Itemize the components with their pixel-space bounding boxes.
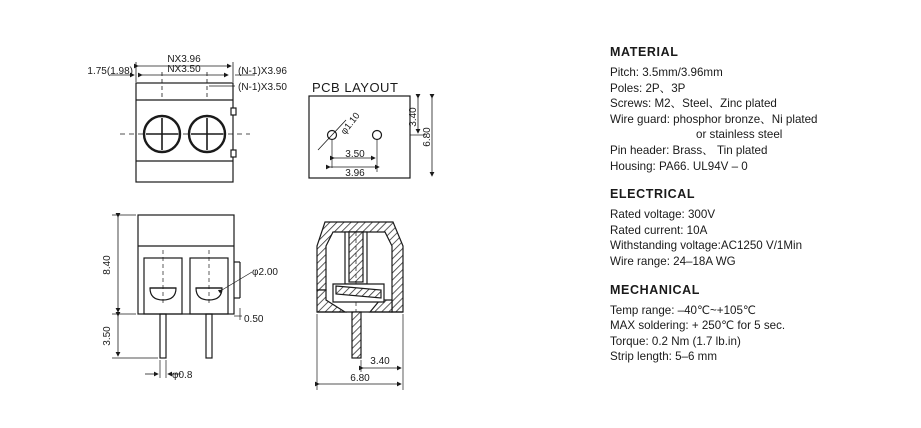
side-section-view: [317, 222, 403, 390]
front-dim-050: 0.50: [244, 314, 264, 325]
spec-line: Withstanding voltage:AC1250 V/1Min: [610, 239, 803, 253]
dim-right-1: (N-1)X3.96: [238, 66, 287, 77]
spec-line: Wire guard: phosphor bronze、Ni plated: [610, 112, 818, 126]
front-pin-dia: φ0.8: [172, 370, 193, 381]
pcb-dim-340: 3.40: [408, 107, 419, 127]
spec-line: Torque: 0.2 Nm (1.7 lb.in): [610, 334, 741, 348]
front-view: [112, 215, 252, 378]
spec-line: MAX soldering: + 250℃ for 5 sec.: [610, 319, 786, 333]
pcb-dim-396: 3.96: [345, 168, 365, 179]
spec-line: Pitch: 3.5mm/3.96mm: [610, 66, 723, 79]
pcb-hole-dia: φ1.10: [338, 110, 363, 137]
spec-line: Pin header: Brass、 Tin plated: [610, 143, 768, 157]
front-wire-dia: φ2.00: [252, 267, 278, 278]
side-dim-680: 6.80: [350, 373, 370, 384]
spec-line: or stainless steel: [696, 128, 783, 142]
section-heading: ELECTRICAL: [610, 187, 696, 202]
spec-line: Strip length: 5–6 mm: [610, 350, 717, 364]
dim-nx396: NX3.96: [167, 54, 201, 65]
pcb-dim-350: 3.50: [345, 149, 365, 160]
spec-line: Housing: PA66. UL94V – 0: [610, 159, 748, 173]
dim-right-2: (N-1)X3.50: [238, 82, 287, 93]
pcb-hole: [373, 131, 382, 140]
spec-line: Poles: 2P、3P: [610, 81, 686, 95]
mechanical-section: [610, 282, 910, 365]
spec-line: Rated voltage: 300V: [610, 208, 716, 222]
front-dim-840: 8.40: [102, 255, 113, 275]
section-heading: MECHANICAL: [610, 282, 701, 297]
pcb-layout-title: PCB LAYOUT: [312, 80, 399, 95]
dim-nx350: NX3.50: [167, 64, 201, 75]
spec-line: Temp range: –40℃~+105℃: [610, 303, 756, 317]
top-view: [110, 62, 255, 182]
electrical-section: [610, 186, 910, 269]
spec-line: Wire range: 24–18A WG: [610, 254, 736, 268]
front-dim-350: 3.50: [102, 326, 113, 346]
specification-panel: [610, 44, 910, 377]
section-heading: MATERIAL: [610, 45, 679, 59]
pcb-dim-680: 6.80: [422, 127, 433, 147]
spec-line: Screws: M2、Steel、Zinc plated: [610, 97, 777, 111]
spec-line: Rated current: 10A: [610, 223, 708, 237]
side-dim-340: 3.40: [370, 356, 390, 367]
dim-left: 1.75(1.98): [87, 66, 133, 77]
material-section: [610, 44, 910, 174]
